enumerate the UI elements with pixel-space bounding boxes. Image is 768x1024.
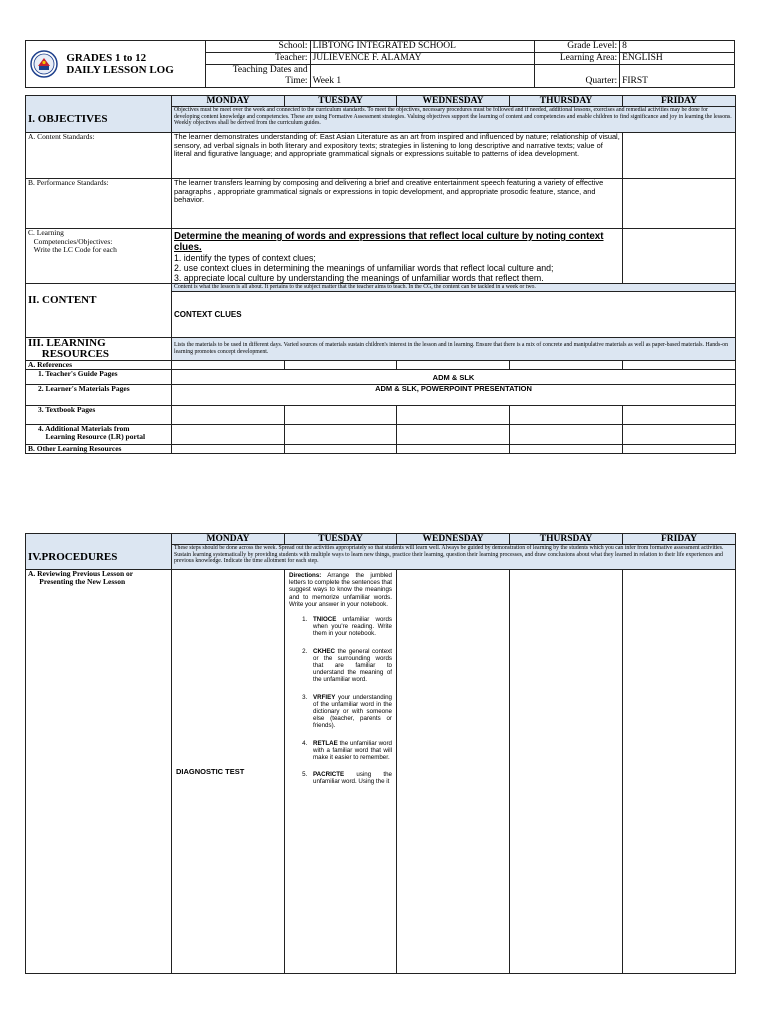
jumbled-word: CKHEC [313,647,336,655]
teacher-label: Teacher: [205,53,310,65]
competencies-title: Determine the meaning of words and expressions that reflect local culture by noting context clues. [174,231,604,253]
header-table [25,40,735,88]
item-text: the general context or the surrounding words that are familiar to understand the meaning of the unfamiliar word. [313,647,392,684]
additional-materials-line2: Learning Resource (LR) portal [45,432,146,442]
grade-label: Grade Level: [535,41,620,53]
day-friday: FRIDAY [623,534,736,545]
list-item [309,648,392,684]
area-label: Learning Area: [535,53,620,65]
jumbled-word-list [289,616,392,786]
day-wednesday: WEDNESDAY [397,96,510,107]
other-resources-label: B. Other Learning Resources [26,445,172,454]
day-wednesday: WEDNESDAY [397,534,510,545]
directions-label: Directions: [289,572,322,579]
school-label: School: [205,41,310,53]
content-note: Content is what the lesson is all about. It pertains to the subject matter that the teacher aims to teach. In the CG, the content can be tackled in a week or two. [172,284,736,292]
competencies-cell [172,229,623,284]
performance-standards-label: B. Performance Standards: [26,179,172,229]
monday-activity: DIAGNOSTIC TEST [172,570,285,974]
directions-block [289,572,392,608]
objectives-table [25,95,736,454]
dates-label [205,65,310,88]
list-item [309,616,392,638]
teachers-guide-label: 1. Teacher's Guide Pages [26,370,172,385]
item-text: unfamiliar words when you're reading. Write them in your notebook. [313,616,392,638]
competencies-label-line2: Competencies/Objectives: [33,236,113,246]
teachers-guide-value: ADM & SLK [172,370,736,385]
directions-text: Arrange the jumbled letters to complete the sentences that suggest ways to know the meanings and to memorize unfamiliar words. Write your answer in your notebook. [289,572,392,608]
review-lesson-line2: Presenting the New Lesson [39,577,126,587]
jumbled-word: RETLAE [313,739,338,747]
day-friday: FRIDAY [623,96,736,107]
procedures-heading: IV.PROCEDURES [26,545,172,570]
resources-heading-line1: III. LEARNING [28,337,106,349]
content-heading: II. CONTENT [26,284,172,338]
day-tuesday: TUESDAY [285,96,397,107]
item-text: your understanding of the unfamiliar word in the dictionary or with someone else (teacher, parents or friends). [313,693,392,730]
school-value: LIBTONG INTEGRATED SCHOOL [310,41,535,53]
dates-value: Week 1 [310,65,535,88]
area-value: ENGLISH [620,53,735,65]
competency-item: 1. identify the types of context clues; [174,253,316,263]
additional-materials-line1: 4. Additional Materials from [38,424,130,434]
learners-materials-label: 2. Learner's Materials Pages [26,385,172,406]
competencies-label [26,229,172,284]
item-text: using the unfamiliar word. Using the it [313,771,392,786]
resources-note: Lists the materials to be used in different days. Varied sources of materials sustain children's interest in the lesson and in learning. Ensure that there is a mix of concrete and manipulative materials as well as paper-based materials. Hands-on learning promotes concept development. [172,338,736,361]
dates-label-line1: Teaching Dates and [232,65,308,75]
header-logo-cell [26,41,206,88]
competency-item: 3. appreciate local culture by understanding the meanings of unfamiliar words that reflect them. [174,273,544,283]
competencies-label-line1: C. Learning [28,228,64,237]
performance-standards-text: The learner transfers learning by composing and delivering a brief and creative entertainment speech featuring a variety of effective paragraphs , appropriate grammatical signals or expressions in topic development, and appropriate prosodic feature, stance, and behavior. [172,179,623,229]
content-standards-label: A. Content Standards: [26,133,172,179]
day-thursday: THURSDAY [510,96,623,107]
dates-label-line2: Time: [285,76,308,86]
competencies-label-line3: Write the LC Code for each [33,245,117,255]
objectives-heading: I. OBJECTIVES [26,107,172,133]
header-title-line1: GRADES 1 to 12 [66,52,147,64]
jumbled-word: VRFIEY [313,693,336,701]
day-monday: MONDAY [172,96,285,107]
resources-heading-line2: RESOURCES [41,348,109,360]
objectives-note: Objectives must be meet over the week and connected to the curriculum standards. To meet the objectives, necessary procedures must be followed and if needed, additional lessons, exercises and remedial activities may be done for developing content knowledge and competencies. These are using Formative Assessment strategies. Valuing objectives support the learning of content and competencies and enable children to find significance and joy in learning the lessons. Weekly objectives shall be derived from the curriculum guides. [172,107,736,133]
day-tuesday: TUESDAY [285,534,397,545]
deped-seal-icon [30,50,58,78]
content-text: CONTEXT CLUES [172,292,736,338]
review-lesson-line1: A. Reviewing Previous Lesson or [28,569,134,578]
textbook-label: 3. Textbook Pages [26,406,172,425]
day-monday: MONDAY [172,534,285,545]
additional-materials-label [26,425,172,445]
tuesday-activity [285,570,397,974]
grade-value: 8 [620,41,735,53]
quarter-value: FIRST [620,65,735,88]
jumbled-word: PACRICTE [313,771,345,779]
procedures-table [25,533,736,974]
references-label: A. References [26,361,172,370]
jumbled-word: TNIOCE [313,616,337,624]
header-title-line2: DAILY LESSON LOG [66,64,174,76]
content-standards-text: The learner demonstrates understanding of: East Asian Literature as an art from inspired and influenced by nature; relationship of visual, sensory, ad verbal signals in both literary and expository texts; strategies in listening to long descriptive and narrative texts; value of literal and figurative language; and appropriate grammatical signals or expressions suitable to patterns of idea development. [172,133,623,179]
list-item [309,694,392,730]
list-item [309,771,392,785]
learners-materials-value: ADM & SLK, POWERPOINT PRESENTATION [172,385,736,406]
procedures-note: These steps should be done across the week. Spread out the activities appropriately so that students will learn well. Always be guided by demonstration of learning by the students which you can infer from formative assessment activities. Sustain learning systematically by providing students with multiple ways to learn new things, practice their learning, question their learning processes, and draw conclusions about what they learned in relation to their life experiences and previous knowledge. Indicate the time allotment for each step. [172,545,736,570]
review-lesson-label [26,570,172,974]
competency-item: 2. use context clues in determining the meanings of unfamiliar words that reflect local culture and; [174,263,554,273]
list-item [309,740,392,762]
item-text: the unfamiliar word with a familiar word that will make it easier to remember. [313,739,392,762]
resources-heading [26,338,172,361]
day-thursday: THURSDAY [510,534,623,545]
quarter-label: Quarter: [535,65,620,88]
teacher-value: JULIEVENCE F. ALAMAY [310,53,535,65]
